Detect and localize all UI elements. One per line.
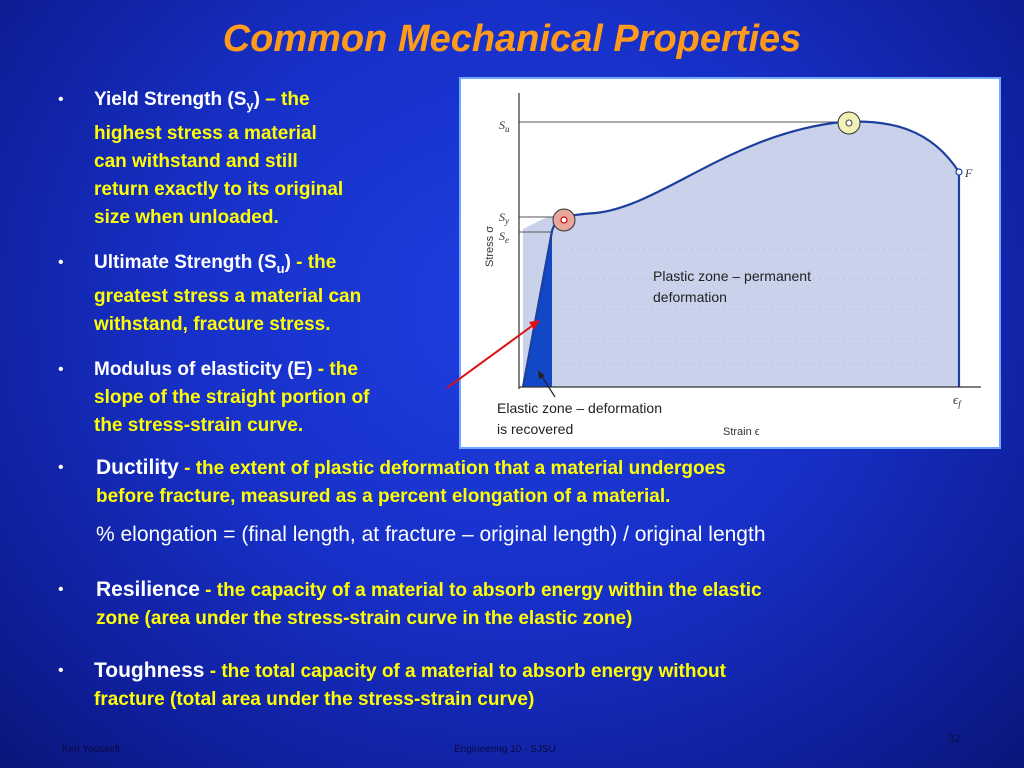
bullet-marker: •: [58, 91, 64, 108]
toughness-desc-line: fracture (total area under the stress-strain curve): [94, 689, 535, 710]
resilience-desc-line: zone (area under the stress-strain curve in the elastic zone): [96, 608, 633, 629]
bullet-marker: •: [58, 459, 64, 476]
ultimate-point-center: [846, 120, 852, 126]
ultimate-desc-first: - the: [290, 252, 337, 273]
ductility-desc-first: - the extent of plastic deformation that a material undergoes: [178, 458, 726, 479]
slide-title: Common Mechanical Properties: [222, 18, 802, 60]
footer-author: Ken Youssefi: [62, 744, 120, 755]
ultimate-desc-line: greatest stress a material can: [94, 285, 362, 307]
stress-strain-diagram: [461, 79, 999, 447]
bullet-marker: •: [58, 581, 64, 598]
se-label: $S_e$: [499, 229, 509, 245]
footer-course: Engineering 10 - SJSU: [454, 744, 556, 755]
fracture-point-marker: [956, 169, 962, 175]
yield-desc-line: highest stress a material: [94, 122, 317, 144]
modulus-desc-line: the stress-strain curve.: [94, 415, 304, 436]
modulus-desc-line: slope of the straight portion of: [94, 387, 370, 408]
strain-axis-label: Strain ϵ: [723, 426, 760, 438]
bullet-ductility: [58, 454, 726, 511]
elastic-zone-note: Elastic zone – deformation is recovered: [497, 400, 662, 437]
elongation-formula: % elongation = (final length, at fracture – original length) / original length: [96, 523, 766, 546]
term-yield-strength: Yield Strength $(S_y)$: [94, 89, 260, 113]
yield-desc-line: can withstand and still: [94, 150, 298, 172]
bullet-marker: •: [58, 254, 64, 271]
plastic-zone-note: Plastic zone – permanent deformation: [653, 268, 811, 305]
bullet-resilience: [58, 576, 762, 633]
toughness-desc-first: - the total capacity of a material to absorb energy without: [204, 661, 726, 682]
yield-desc-line: size when unloaded.: [94, 206, 279, 228]
yield-desc-first: – the: [259, 89, 310, 110]
term-resilience: Resilience: [96, 578, 200, 601]
bullet-yield-strength: [58, 86, 344, 232]
stress-axis-label: Stress σ: [484, 225, 496, 267]
fracture-strain-label: $\epsilon_f$: [953, 392, 961, 409]
bullet-marker: •: [58, 361, 64, 378]
term-ultimate-strength: Ultimate Strength $(S_u)$: [94, 252, 291, 276]
ultimate-desc-line: withstand, fracture stress.: [94, 313, 331, 335]
plastic-zone-area: [523, 122, 959, 387]
bullet-ultimate-strength: [58, 249, 362, 339]
page-number: 32: [948, 733, 961, 745]
yield-desc-line: return exactly to its original: [94, 178, 344, 200]
ductility-desc-line: before fracture, measured as a percent elongation of a material.: [96, 486, 671, 507]
term-modulus-of-elasticity: Modulus of elasticity (E): [94, 359, 313, 380]
bullet-marker: •: [58, 662, 64, 679]
bullet-toughness: [58, 657, 726, 714]
modulus-desc-first: - the: [312, 359, 358, 380]
stress-strain-figure: [459, 77, 1001, 449]
su-label: $S_u$: [499, 118, 510, 134]
yield-point-center: [561, 217, 567, 223]
term-ductility: Ductility: [96, 456, 179, 479]
fracture-label: F: [965, 166, 973, 180]
resilience-desc-first: - the capacity of a material to absorb energy within the elastic: [199, 580, 762, 601]
term-toughness: Toughness: [94, 659, 205, 682]
bullet-modulus-of-elasticity: [58, 356, 370, 440]
sy-label: $S_y$: [499, 210, 509, 226]
